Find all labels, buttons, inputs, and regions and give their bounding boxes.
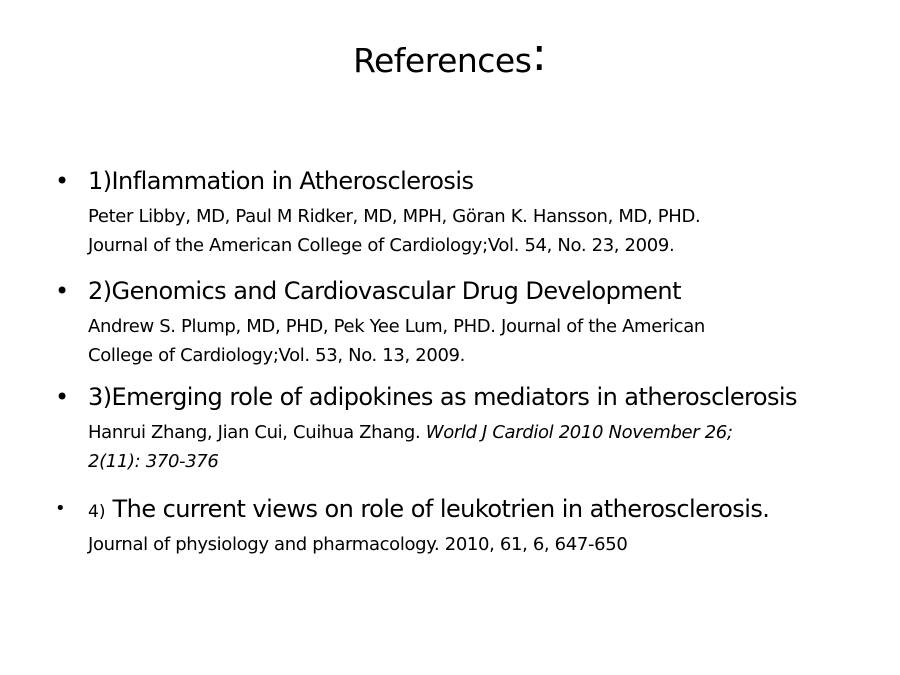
reference-detail <box>88 415 848 476</box>
bullet-icon: • <box>55 167 70 195</box>
reference-detail-line: Journal of the American College of Cardiology;Vol. 54, No. 23, 2009. <box>88 235 675 256</box>
reference-detail-line: Journal of physiology and pharmacology. 2010, 61, 6, 647-650 <box>88 534 628 555</box>
reference-item-4 <box>0 491 900 559</box>
reference-item-3 <box>0 379 900 491</box>
reference-title-text: The current views on role of leukotrien in atherosclerosis. <box>112 495 770 523</box>
slide-title <box>0 27 900 83</box>
reference-journal: 2(11): 370-376 <box>88 451 219 472</box>
reference-detail <box>88 530 848 559</box>
reference-journal: World J Cardiol 2010 November 26; <box>425 422 733 443</box>
bullet-icon: • <box>55 498 66 519</box>
reference-detail <box>88 309 848 370</box>
reference-list <box>0 163 900 559</box>
reference-detail-line: Peter Libby, MD, Paul M Ridker, MD, MPH, Göran K. Hansson, MD, PHD. <box>88 206 701 227</box>
reference-detail-line: College of Cardiology;Vol. 53, No. 13, 2009. <box>88 345 466 366</box>
reference-detail-line: Andrew S. Plump, MD, PHD, Pek Yee Lum, PHD. Journal of the American <box>88 316 705 337</box>
slide-title-colon: : <box>531 27 547 81</box>
reference-title: 2)Genomics and Cardiovascular Drug Development <box>88 277 681 305</box>
reference-detail <box>88 199 848 260</box>
reference-item-1 <box>0 163 900 273</box>
reference-title: 3)Emerging role of adipokines as mediators in atherosclerosis <box>88 383 798 411</box>
reference-number: 4) <box>88 502 106 522</box>
reference-authors: Hanrui Zhang, Jian Cui, Cuihua Zhang. <box>88 422 421 443</box>
bullet-icon: • <box>55 383 70 411</box>
reference-title <box>88 491 900 530</box>
reference-item-2 <box>0 273 900 379</box>
slide-title-text: References <box>353 41 532 80</box>
reference-title: 1)Inflammation in Atherosclerosis <box>88 167 474 195</box>
bullet-icon: • <box>55 277 70 305</box>
